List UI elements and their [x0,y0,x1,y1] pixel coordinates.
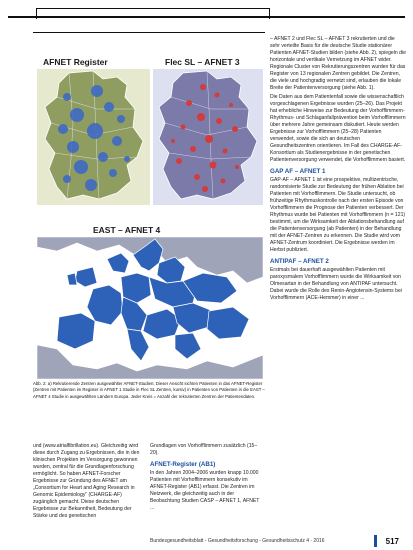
header-box [36,8,270,19]
map-label-east: EAST – AFNET 4 [93,225,161,235]
mid-para-2: In den Jahren 2004–2006 wurden knapp 10.000 Patienten mit Vorhofflimmern konsekutiv im AFNET-Register (AB1) erfasst. Die Zentren im Netzwerk, die gleichzeitig auch in der Beobachtung Studien CASP – AFNET 1, AFNET ... [150,470,260,511]
europe-map-svg [37,237,263,379]
right-para-4: Erstmals bei dauerhaft ausgewählten Patienten mit paroxysmalem Vorhofflimmern wurde die Wirksamkeit von Olmesartan in der Behandlung von ANTIPAF untersucht. Dabei wurde die Rolle des Renin-Angiotensin-Systems bei Vorhofflimmern (ACE-Hemmer) in einer ... [270,267,402,301]
germany-map-svg [37,69,150,205]
page-number: 517 [385,537,399,546]
map-label-flec: Flec SL – AFNET 3 [165,57,240,67]
right-para-1: – AFNET 2 und Flec SL – AFNET 3 rekrutierten und die sehr verteilte Basis für die deutsche Studie stationärer Patienten AFNET-Studien bilden (siehe Abb. 2), spiegeln die horizontale und vertikale Vernetzung im AFNET wider. Regionale Cluster von Rekrutierungszentren wurden für das Register von 13 regionalen Zentren gebildet. Die Zentren, die viele und hochgradig vernetzt sind, erlauben die lokale Breite der Patientenversorgung (siehe Abb. 1). [270,36,406,91]
footer-accent-bar [374,535,377,547]
figure-caption: Abb. 2: a) Rekrutierende Zentren ausgewählter AFNET-Studien; Dieser Ansicht sichten Patienten in das AFNET-Register (Zentren mit Patienten im Register in AFNET 1 Studie in Flec SL Zentren, kursiv) in Patienten von Patienten in die EAST – AFNET 4 Studie in ausgewählten Ländern Europa. Jeder Kreis = Anzahl der rekrutierten Zentren der Patientendaten. [33,381,265,399]
right-para-3: GAP-AF – AFNET 1 ist eine prospektive, multizentrische, randomisierte Studie zur Bedeutung der frühen Ablation bei Patienten mit Vorhofflimmern. Die Studie untersucht, ob frühzeitige Rhythmuskontrolle nach der ersten Episode von Vorhofflimmern die Prognose der Patienten verbessert. Der Rhythmus wurde bei Patienten mit Vorhofflimmern (n = 121) bestimmt, um die Wirksamkeit der Ablationsbehandlung auf die Patientenversorgung (ab Patienten) in der Behandlung mit der AFNET-Zentren zu erkennen. Die Studie wird vom AFNET-Zentrum koordiniert. Die Ergebnisse werden im Herbst publiziert. [270,177,406,253]
left-para-1: und (www.atrialfibrillation.eu). Gleichzeitig wird diese durch Zugang zu Ergebnissen, die in den klinischen Projekten im Versorgung gewonnen wurden, zentral für die Grundlagenforschung ermöglicht. So haben AFNET-Forscher Ergebnisse zur Gründung des AFNET am „Consortium for Heart and Aging Research in Genomic Epidemiology“ (CHARGE-AF) zugänglich gemacht. Diese deutschen Ergebnisse zur Bekanntheit, Bedeutung der Stärke und des genetischen [33,443,140,519]
right-heading-antipaf: ANTIPAF – AFNET 2 [270,258,329,265]
left-column [33,443,143,520]
right-heading-gapaf: GAP AF – AFNET 1 [270,168,326,175]
map-afnet-register [37,69,150,205]
germany-map-flec-svg [153,69,263,205]
figure-maps [33,32,265,382]
mid-heading-afnet-register: AFNET-Register (AB1) [150,461,216,468]
page-footer [150,538,405,544]
middle-column [150,443,262,512]
right-column [270,36,406,302]
map-east-europe [37,237,263,379]
page-header [0,0,413,22]
mid-para-1: Grundlagen von Vorhofflimmern zusätzlich (15–20). [150,443,258,456]
map-flec-sl [153,69,263,205]
right-para-2: Die Daten aus dem Patientenfall sowie die wissenschaftlich vorgeschlagenen Ergebnisse wurden (25–26). Das Projekt hat erhebliche Hinweise zur Bedeutung der Vorhofflimmern-Rhythmus- und Schlaganfallprävention beim Vorhofflimmern über mehrere Jahre gemeinsam diskutiert. Heute werden Ergebnisse zur Vorhofflimmern (25–28) Patienten verwendet, sowie die sich an deutschen Gesundheitszentren orientieren. Im Fall des CHARGE-AF-Konsortium als Studienergebnisse in der genetischen Patientenversorgung verwendet, die Vorhofflimmern basiert. [270,94,406,163]
map-label-afnet: AFNET Register [43,57,108,67]
footer-journal: Bundesgesundheitsblatt - Gesundheitsforschung - Gesundheitsschutz 4 · 2016 [150,538,325,544]
